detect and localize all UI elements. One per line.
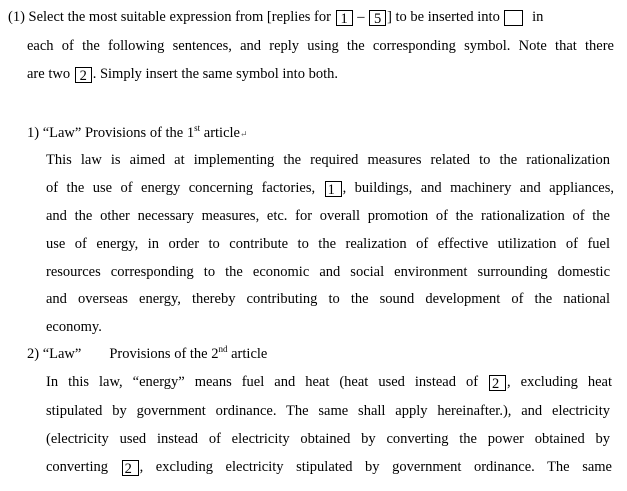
item1-line-2 (46, 179, 614, 197)
item1-line-3: and the other necessary measures, etc. for overall promotion of the rationalization of the (46, 208, 610, 224)
intro-line-3-post: . Simply insert the same symbol into both. (92, 66, 338, 82)
intro-mid: ] to be inserted into (387, 9, 500, 25)
item1-line-7: economy. (46, 319, 102, 335)
item1-heading-post: article (200, 125, 240, 141)
item2-line-4 (46, 458, 612, 476)
item2-line-4-pre: converting (46, 459, 109, 475)
item1-answer-box-1: 1 (325, 181, 342, 197)
item2-heading-mid: Provisions of the 2 (109, 346, 219, 362)
intro-line-3-pre: are two (27, 66, 71, 82)
return-mark-icon: ↵ (240, 129, 248, 139)
item2-line-3: (electricity used instead of electricity obtained by converting the power obtained by (46, 431, 610, 447)
item1-line-2-post: , buildings, and machinery and appliances, (342, 180, 614, 196)
intro-line-3 (27, 65, 338, 83)
item2-answer-box-1: 2 (489, 375, 506, 391)
item1-line-6: and overseas energy, thereby contributing to the sound development of the national (46, 291, 610, 307)
item1-line-1: This law is aimed at implementing the required measures related to the rationalization (46, 152, 610, 168)
intro-label: (1) Select the most suitable expression from [replies for (8, 9, 331, 25)
item1-line-5: resources corresponding to the economic and social environment surrounding domestic (46, 264, 610, 280)
range-dash: – (357, 9, 365, 25)
item1-line-2-pre: of the use of energy concerning factories, (46, 180, 316, 196)
item2-answer-box-2: 2 (122, 460, 139, 476)
item2-line-4-post: , excluding electricity stipulated by government ordinance. The same (139, 459, 612, 475)
range-start-box: 1 (336, 10, 353, 26)
item2-line-1-post: , excluding heat (507, 374, 612, 390)
item2-heading-sup: nd (218, 344, 228, 355)
intro-line-3-box: 2 (75, 67, 92, 83)
item2-heading-pre: 2) “Law” (27, 346, 82, 362)
range-end-box: 5 (369, 10, 386, 26)
intro-line-2: each of the following sentences, and reply using the corresponding symbol. Note that there (27, 38, 614, 54)
item2-heading (27, 345, 267, 363)
item1-heading-pre: 1) “Law” Provisions of the 1 (27, 125, 195, 141)
item2-heading-post: article (227, 346, 268, 362)
item1-line-4: use of energy, in order to contribute to the realization of effective utilization of fuel (46, 236, 610, 252)
item1-heading-sup: st (194, 123, 201, 134)
intro-line-1 (8, 8, 614, 26)
item1-heading (27, 124, 248, 143)
blank-box (504, 10, 523, 26)
item2-line-1 (46, 373, 612, 391)
item2-line-1-pre: In this law, “energy” means fuel and heat (heat used instead of (46, 374, 479, 390)
intro-tail: in (532, 9, 544, 25)
item2-line-2: stipulated by government ordinance. The same shall apply hereinafter.), and electricity (46, 403, 610, 419)
